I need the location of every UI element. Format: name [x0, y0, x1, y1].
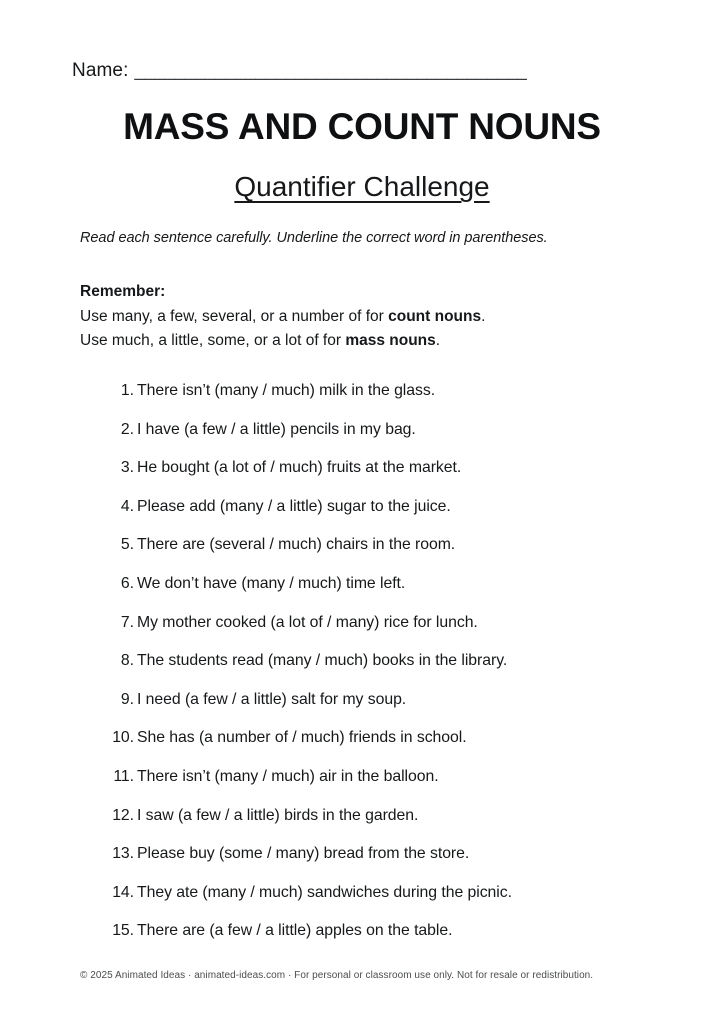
- footer-credit: © 2025 Animated Ideas · animated-ideas.com · For personal or classroom use only. Not for resale or redistribution.: [80, 970, 594, 981]
- remember-line2-after: .: [435, 332, 441, 349]
- question-text[interactable]: There isn’t (many / much) milk in the glass.: [137, 382, 436, 399]
- question-item[interactable]: [104, 729, 684, 768]
- question-item[interactable]: [104, 652, 684, 691]
- question-number: 14.: [112, 883, 134, 901]
- question-item[interactable]: [104, 614, 684, 653]
- question-item[interactable]: [104, 382, 684, 421]
- question-text[interactable]: There isn’t (many / much) air in the balloon.: [137, 767, 439, 785]
- question-text[interactable]: I saw (a few / a little) birds in the garden.: [137, 806, 419, 824]
- question-text[interactable]: I have (a few / a little) pencils in my bag.: [137, 420, 416, 438]
- question-number: 15.: [112, 922, 134, 940]
- question-item[interactable]: [104, 498, 684, 537]
- question-item[interactable]: [104, 459, 684, 498]
- question-item[interactable]: [104, 884, 684, 923]
- question-number: 5.: [120, 536, 134, 554]
- remember-line1-after: .: [481, 307, 486, 325]
- question-text[interactable]: I need (a few / a little) salt for my soup.: [137, 690, 407, 708]
- question-text[interactable]: The students read (many / much) books in the library.: [137, 652, 508, 670]
- question-number: 13.: [112, 845, 134, 863]
- question-number: 12.: [112, 806, 134, 824]
- question-text[interactable]: He bought (a lot of / much) fruits at the market.: [137, 459, 462, 477]
- remember-line-count-nouns: [80, 305, 664, 330]
- worksheet-subtitle: [0, 170, 724, 204]
- question-text[interactable]: She has (a number of / much) friends in school.: [137, 729, 467, 747]
- question-number: 1.: [120, 382, 134, 399]
- name-label: Name:: [72, 60, 129, 81]
- remember-block: [80, 280, 664, 354]
- worksheet-subtitle-text: Quantifier Challenge: [234, 171, 490, 202]
- question-text[interactable]: Please add (many / a little) sugar to the juice.: [137, 497, 451, 515]
- question-number: 3.: [120, 459, 134, 477]
- question-item[interactable]: [104, 691, 684, 730]
- remember-heading: Remember:: [80, 283, 166, 300]
- worksheet-title: MASS AND COUNT NOUNS: [123, 106, 601, 147]
- question-number: 2.: [120, 420, 134, 438]
- question-text[interactable]: Please buy (some / many) bread from the store.: [137, 845, 470, 863]
- name-write-in-line[interactable]: _______________________________________: [134, 60, 528, 81]
- question-text[interactable]: There are (several / much) chairs in the room.: [137, 536, 456, 554]
- remember-line1-bold: count nouns: [388, 307, 482, 325]
- remember-line2-before: Use much, a little, some, or a lot of for: [80, 332, 346, 349]
- question-number: 6.: [120, 574, 134, 592]
- question-item[interactable]: [104, 575, 684, 614]
- question-item[interactable]: [104, 807, 684, 846]
- question-text[interactable]: They ate (many / much) sandwiches during the picnic.: [137, 883, 512, 901]
- question-number: 7.: [120, 613, 134, 631]
- question-item[interactable]: [104, 845, 684, 884]
- question-list: [104, 382, 684, 961]
- question-item[interactable]: [104, 768, 684, 807]
- remember-line2-bold: mass nouns: [345, 332, 436, 349]
- question-text[interactable]: There are (a few / a little) apples on the table.: [137, 922, 453, 940]
- question-number: 11.: [113, 767, 134, 785]
- question-number: 4.: [120, 497, 134, 515]
- instruction-text: Read each sentence carefully. Underline the correct word in parentheses.: [80, 230, 548, 246]
- question-item[interactable]: [104, 536, 684, 575]
- remember-line-mass-nouns: [80, 329, 664, 354]
- question-text[interactable]: We don’t have (many / much) time left.: [137, 574, 406, 592]
- question-item[interactable]: [104, 922, 684, 961]
- question-item[interactable]: [104, 421, 684, 460]
- question-number: 10.: [112, 729, 134, 747]
- question-number: 9.: [120, 690, 134, 708]
- remember-line1-before: Use many, a few, several, or a number of for: [80, 307, 389, 325]
- question-text[interactable]: My mother cooked (a lot of / many) rice for lunch.: [137, 613, 478, 631]
- question-number: 8.: [120, 652, 134, 670]
- name-field-row: [72, 60, 652, 82]
